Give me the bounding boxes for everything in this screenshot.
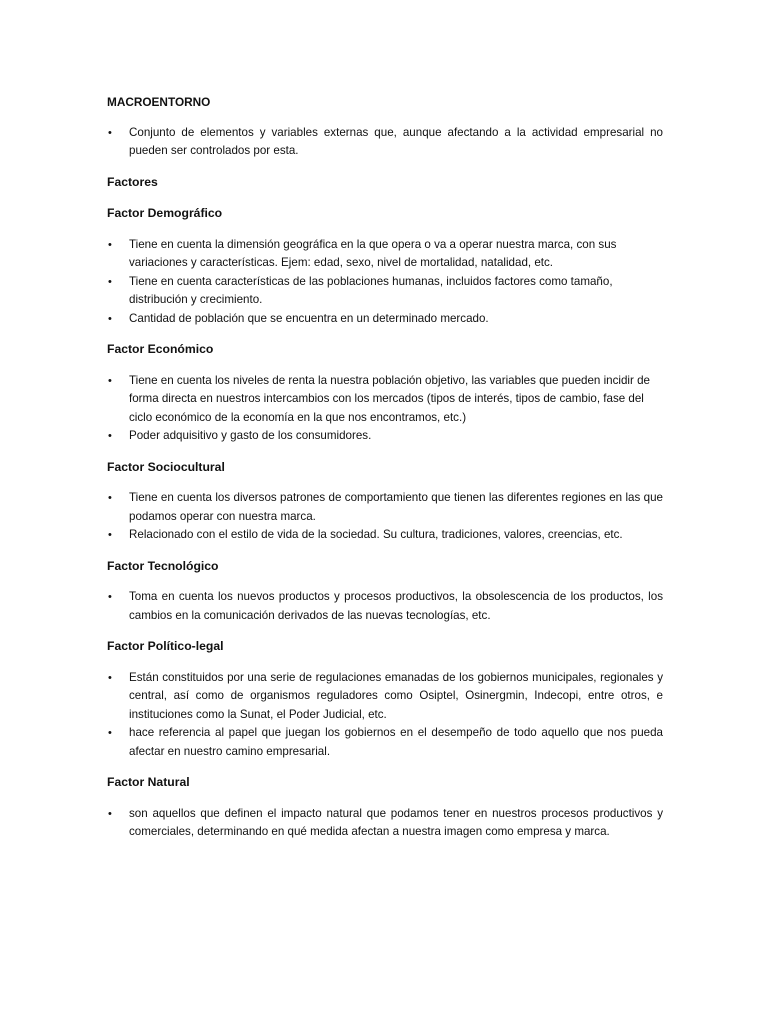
bullet-icon: • <box>108 126 112 139</box>
list-item <box>107 669 663 725</box>
factores-label: Factores <box>107 174 158 189</box>
list-item-text: hace referencia al papel que juegan los gobiernos en el desempeño de todo aquello que nos pueda afectar en nuestro camino empresarial. <box>129 726 663 758</box>
list-item-text: Cantidad de población que se encuentra en un determinado mercado. <box>129 311 489 325</box>
list-item-text: Tiene en cuenta la dimensión geográfica en la que opera o va a operar nuestra marca, con sus variaciones y características. Ejem: edad, sexo, nivel de mortalidad, natalidad, etc. <box>129 237 617 269</box>
section-heading-demografico: Factor Demográfico <box>107 206 223 220</box>
bullet-icon: • <box>108 671 112 684</box>
section-heading-sociocultural: Factor Sociocultural <box>107 459 225 474</box>
list-item-text: Conjunto de elementos y variables externas que, aunque afectando a la actividad empresarial no pueden ser controlados por esta. <box>129 125 663 157</box>
list-item <box>107 724 663 761</box>
section-heading-tecnologico: Factor Tecnológico <box>107 558 219 573</box>
list-item <box>107 805 663 842</box>
section-list-economico <box>107 372 663 446</box>
document-body <box>107 93 663 854</box>
section-list-tecnologico <box>107 588 663 625</box>
section-heading-natural: Factor Natural <box>107 775 190 789</box>
bullet-icon: • <box>108 807 112 820</box>
list-item-text: Están constituidos por una serie de regulaciones emanadas de los gobiernos municipales, regionales y central, así como de organismos reguladores como Osiptel, Osinergmin, Indecopi, entre otros, e instituciones como la Sunat, el Poder Judicial, etc. <box>129 670 663 721</box>
bullet-icon: • <box>108 238 112 251</box>
bullet-icon: • <box>108 727 112 739</box>
intro-list <box>107 124 663 161</box>
section-list-natural <box>107 805 663 842</box>
bullet-icon: • <box>108 492 112 504</box>
list-item <box>107 489 663 526</box>
bullet-icon: • <box>108 529 112 541</box>
section-heading-politico-legal: Factor Político-legal <box>107 639 224 653</box>
list-item <box>107 372 663 428</box>
list-item-text: Relacionado con el estilo de vida de la sociedad. Su cultura, tradiciones, valores, creencias, etc. <box>129 528 623 541</box>
document-title: MACROENTORNO <box>107 95 211 109</box>
list-item-text: Tiene en cuenta características de las poblaciones humanas, incluidos factores como tamaño, distribución y crecimiento. <box>129 274 613 306</box>
section-heading-economico: Factor Económico <box>107 342 214 356</box>
list-item <box>107 588 663 625</box>
list-item <box>107 310 663 329</box>
list-item-text: Toma en cuenta los nuevos productos y procesos productivos, la obsolescencia de los productos, los cambios en la comunicación derivados de las nuevas tecnologías, etc. <box>129 590 663 622</box>
section-list-politico-legal <box>107 669 663 762</box>
bullet-icon: • <box>108 591 112 603</box>
list-item-text: son aquellos que definen el impacto natural que podamos tener en nuestros procesos productivos y comerciales, determinando en qué medida afectan a nuestra imagen como empresa y marca. <box>129 806 663 838</box>
bullet-icon: • <box>108 312 112 325</box>
bullet-icon: • <box>108 374 112 387</box>
list-item-text: Tiene en cuenta los niveles de renta la nuestra población objetivo, las variables que pueden incidir de forma directa en nuestros intercambios con los mercados (tipos de interés, tipos de cambio, fase del ciclo económico de la economía en la que nos encontramos, etc.) <box>129 373 650 424</box>
list-item <box>107 236 663 273</box>
section-list-demografico <box>107 236 663 329</box>
bullet-icon: • <box>108 275 112 288</box>
list-item <box>107 273 663 310</box>
bullet-icon: • <box>108 430 112 442</box>
list-item-text: Poder adquisitivo y gasto de los consumidores. <box>129 429 372 442</box>
list-item-text: Tiene en cuenta los diversos patrones de comportamiento que tienen las diferentes regiones en las que podamos operar con nuestra marca. <box>129 491 663 523</box>
list-item <box>107 427 663 446</box>
section-list-sociocultural <box>107 489 663 545</box>
list-item <box>107 526 663 545</box>
list-item <box>107 124 663 161</box>
